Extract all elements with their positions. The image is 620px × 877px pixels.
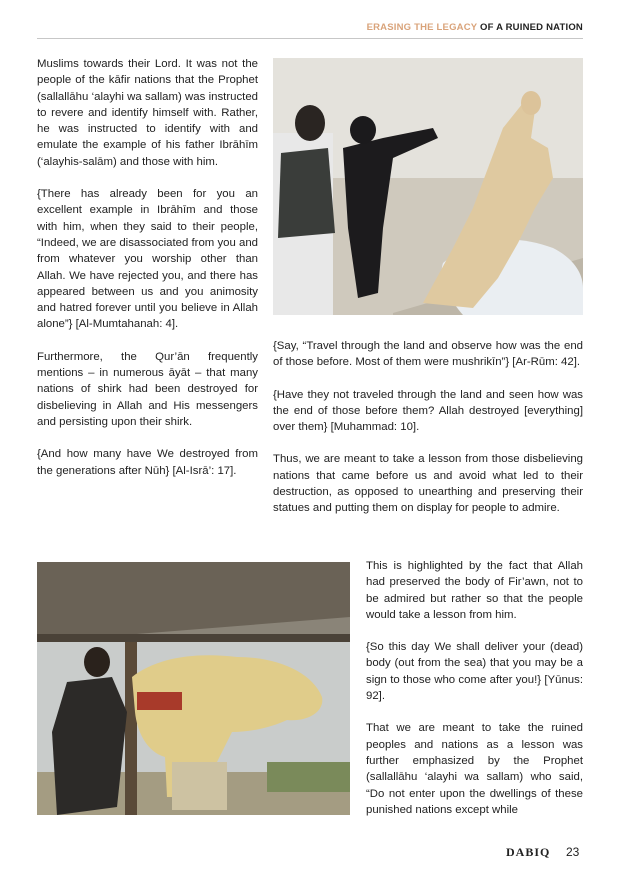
paragraph: This is highlighted by the fact that Allah had preserved the body of Fir’awn, not to be admired but rather so that the people would take a lesson from him.: [366, 560, 583, 621]
paragraph: {There has already been for you an excellent example in Ibrāhīm and those with him, when they said to their people, “Indeed, we are disassociated from you and from whatever you worship other than Allah. We have rejected you, and there has appeared between us and you animosity and hatred forever until you believe in Allah alone”} [Al-Mumtahanah: 4].: [37, 188, 258, 331]
header-rest: OF A RUINED NATION: [477, 22, 583, 33]
photo-lamassu-drilling: [37, 562, 350, 815]
bottom-text-column: [366, 558, 583, 818]
paragraph: {So this day We shall deliver your (dead) body (out from the sea) that you may be a sign to those who come after you!} [Yūnus: 92].: [366, 641, 583, 703]
paragraph: That we are meant to take the ruined peoples and nations as a lesson was further emphasized by the Prophet (sallallāhu ‘alayhi wa sallam) who said, “Do not enter upon the dwellings of these punished nations except while: [366, 722, 583, 816]
paragraph: Muslims towards their Lord. It was not the people of the kāfir nations that the Prophet (sallallāhu ‘alayhi wa sallam) was instructed to revere and identify himself with. Rather, he was instructed to identify with and emulate the example of his father Ibrāhīm (‘alayhis-salām) and those with him.: [37, 58, 258, 168]
magazine-name: DABIQ: [506, 845, 551, 859]
paragraph: {Say, “Travel through the land and observe how was the end of those before. Most of them were mushrikīn”} [Ar-Rūm: 42].: [273, 340, 583, 369]
photo-statue-toppling: [273, 58, 583, 315]
paragraph: {And how many have We destroyed from the generations after Nūh} [Al-Isrā’: 17].: [37, 448, 258, 477]
paragraph: Thus, we are meant to take a lesson from those disbelieving nations that came before us and avoid what led to their destruction, as opposed to unearthing and preserving their statues and putting them on display for people to admire.: [273, 453, 583, 515]
header-rule: [37, 38, 583, 39]
left-text-column: [37, 56, 258, 495]
header-accent: ERASING THE LEGACY: [366, 22, 478, 33]
running-header: [367, 22, 583, 33]
page-number: 23: [566, 845, 580, 859]
paragraph: {Have they not traveled through the land and seen how was the end of those before them? Allah destroyed [everything] over them} [Muhammad: 10].: [273, 388, 583, 434]
right-text-column: [273, 338, 583, 533]
paragraph: Furthermore, the Qur’ān frequently mentions – in numerous āyāt – that many nations of shirk had been destroyed for disbelieving in Allah and His messengers and persisting upon their shirk.: [37, 350, 258, 428]
